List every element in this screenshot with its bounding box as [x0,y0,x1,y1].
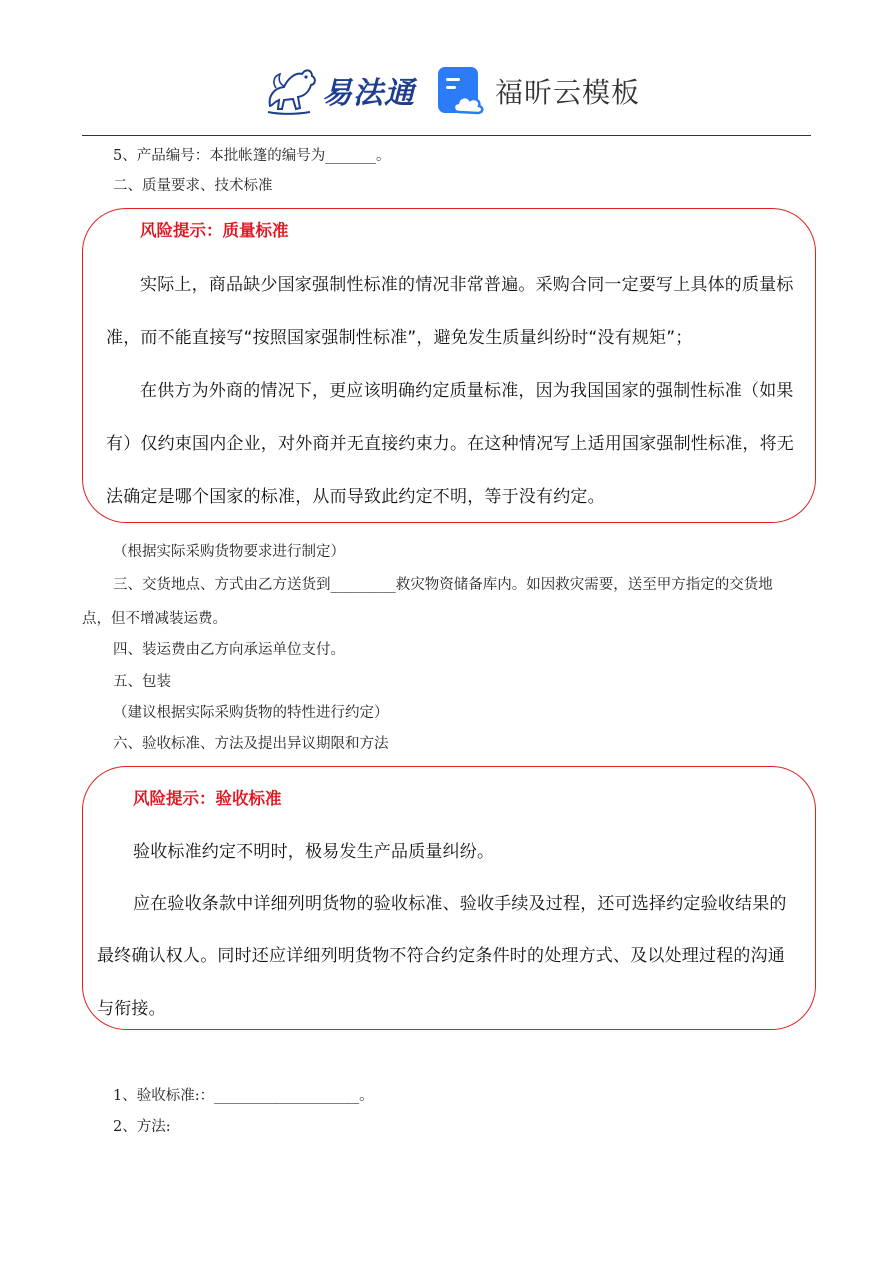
section-2-note: （根据实际采购货物要求进行制定） [113,544,345,560]
acceptance-standard-line: 1、验收标准:：____________________。 [113,1088,374,1104]
yifatong-logo [262,62,415,118]
risk-acceptance-line-4: 与衔接。 [97,999,166,1019]
risk-title-quality: 风险提示：质量标准 [140,221,289,240]
qilin-logo-icon [262,62,320,118]
risk-acceptance-line-2: 应在验收条款中详细列明货物的验收标准、验收手续及过程，还可选择约定验收结果的 [133,894,787,914]
acceptance-method-line: 2、方法: [113,1119,171,1135]
page-header [0,0,893,136]
section-3-line-1: 三、交货地点、方式由乙方送货到_________救灾物资储备库内。如因救灾需要，送至甲方指定的交货地 [113,577,773,593]
fuxin-logo-text: 福昕云模板 [495,76,641,109]
risk-quality-line-2: 准，而不能直接写“按照国家强制性标准”，避免发生质量纠纷时“没有规矩”； [106,328,693,348]
risk-acceptance-line-1: 验收标准约定不明时，极易发生产品质量纠纷。 [133,842,495,862]
risk-box-quality [82,208,816,523]
risk-quality-line-1: 实际上，商品缺少国家强制性标准的情况非常普遍。采购合同一定要写上具体的质量标 [140,275,794,295]
section-6-heading: 六、验收标准、方法及提出异议期限和方法 [113,736,389,752]
risk-quality-line-5: 法确定是哪个国家的标准，从而导致此约定不明，等于没有约定。 [106,487,605,507]
risk-quality-line-4: 有）仅约束国内企业，对外商并无直接约束力。在这种情况写上适用国家强制性标准，将无 [106,434,794,454]
section-5-note: （建议根据实际采购货物的特性进行约定） [113,705,389,721]
cloud-document-icon [437,66,487,116]
header-divider [82,135,811,136]
risk-quality-line-3: 在供方为外商的情况下，更应该明确约定质量标准，因为我国国家的强制性标准（如果 [140,381,794,401]
product-number-line: 5、产品编号：本批帐篷的编号为_______。 [113,148,391,164]
section-2-heading: 二、质量要求、技术标准 [113,178,273,194]
section-3-line-2: 点，但不增减装运费。 [82,611,227,627]
risk-acceptance-line-3: 最终确认权人。同时还应详细列明货物不符合约定条件时的处理方式、及以处理过程的沟通 [97,946,785,966]
section-4-line: 四、装运费由乙方向承运单位支付。 [113,642,345,658]
risk-title-acceptance: 风险提示：验收标准 [133,789,282,808]
section-5-heading: 五、包装 [113,674,171,690]
fuxin-logo [437,66,640,116]
yifatong-logo-text: 易法通 [322,76,415,111]
